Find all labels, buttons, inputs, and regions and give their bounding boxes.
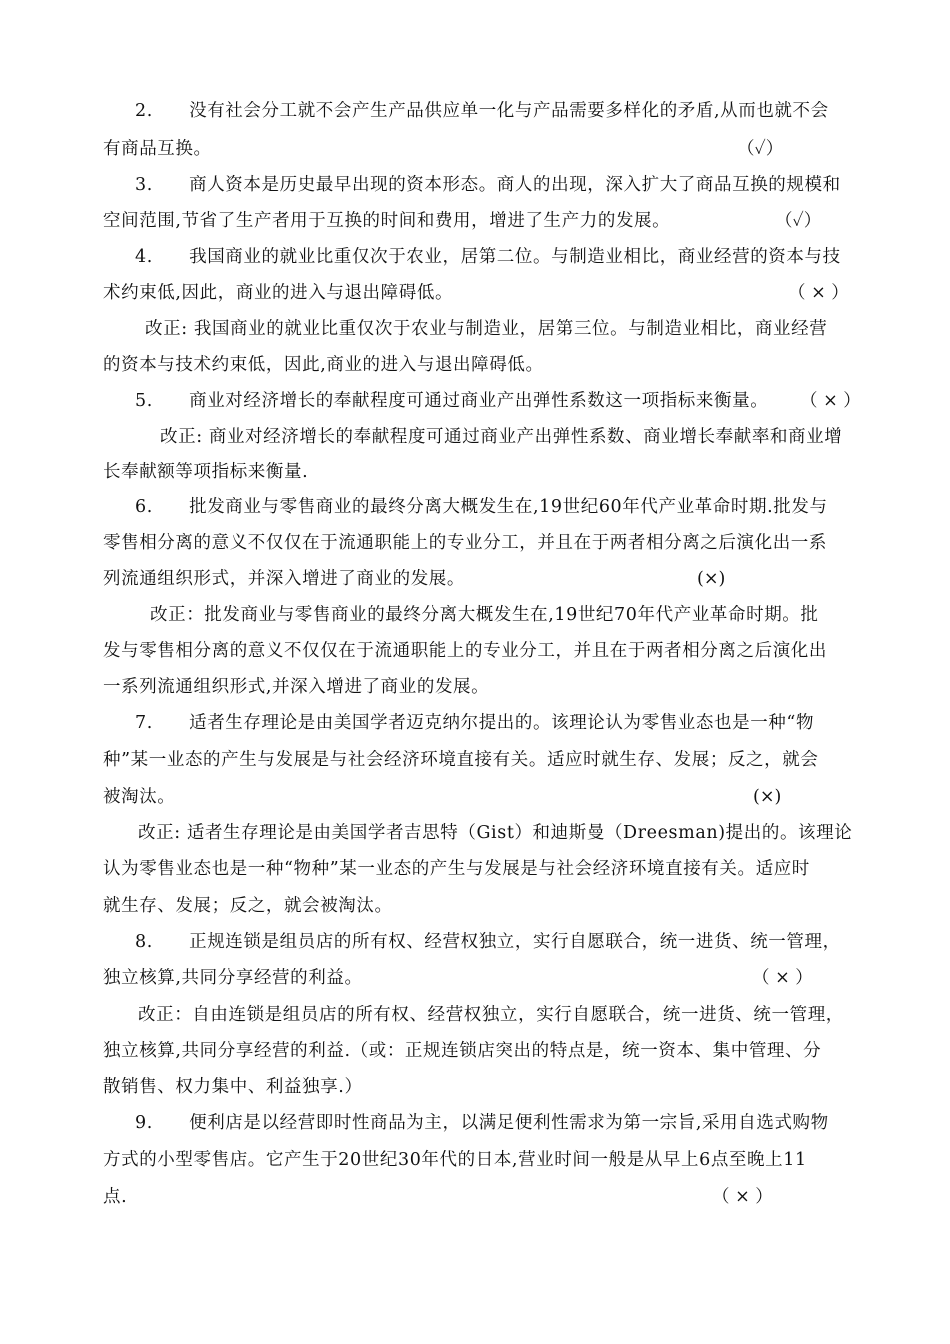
question-7-line-3: 被淘汰。 xyxy=(103,787,176,807)
answer-mark-7: (×) xyxy=(753,787,782,807)
correction-8-line-1: 改正：自由连锁是组员店的所有权、经营权独立，实行自愿联合，统一进货、统一管理， xyxy=(138,1005,844,1025)
question-3-line-1: 3. 商人资本是历史最早出现的资本形态。商人的出现，深入扩大了商品互换的规模和 xyxy=(135,175,841,195)
correction-7-line-3: 就生存、发展；反之，就会被淘汰。 xyxy=(103,896,393,916)
question-9-line-2: 方式的小型零售店。它产生于20世纪30年代的日本,营业时间一般是从早上6点至晚上11 xyxy=(103,1150,807,1170)
answer-mark-8: （ × ） xyxy=(752,968,813,988)
correction-6-line-2: 发与零售相分离的意义不仅仅在于流通职能上的专业分工，并且在于两者相分离之后演化出 xyxy=(103,641,827,661)
question-9-line-3: 点. xyxy=(103,1187,128,1207)
question-8-line-2: 独立核算,共同分享经营的利益。 xyxy=(103,968,363,988)
correction-8-line-3: 散销售、权力集中、利益独享.） xyxy=(103,1077,363,1097)
question-4-line-2: 术约束低,因此，商业的进入与退出障碍低。 xyxy=(103,283,454,303)
question-6-line-2: 零售相分离的意义不仅仅在于流通职能上的专业分工，并且在于两者相分离之后演化出一系 xyxy=(103,533,827,553)
correction-4-line-2: 的资本与技术约束低，因此,商业的进入与退出障碍低。 xyxy=(103,355,544,375)
question-2-line-2: 有商品互换。 xyxy=(103,139,212,159)
answer-mark-2: （✓） xyxy=(737,139,784,159)
question-2-line-1: 2. 没有社会分工就不会产生产品供应单一化与产品需要多样化的矛盾,从而也就不会 xyxy=(135,101,829,121)
question-7-line-2: 种”某一业态的产生与发展是与社会经济环境直接有关。适应时就生存、发展；反之，就会 xyxy=(103,750,819,770)
question-5-line-1: 5. 商业对经济增长的奉献程度可通过商业产出弹性系数这一项指标来衡量。 xyxy=(135,391,769,411)
question-8-line-1: 8. 正规连锁是组员店的所有权、经营权独立，实行自愿联合，统一进货、统一管理， xyxy=(135,932,841,952)
correction-6-line-1: 改正：批发商业与零售商业的最终分离大概发生在,19世纪70年代产业革命时期。批 xyxy=(150,605,819,625)
correction-8-line-2: 独立核算,共同分享经营的利益.（或：正规连锁店突出的特点是，统一资本、集中管理、分 xyxy=(103,1041,822,1061)
question-6-line-1: 6. 批发商业与零售商业的最终分离大概发生在,19世纪60年代产业革命时期.批发与 xyxy=(135,497,828,517)
answer-mark-3: （✓） xyxy=(775,211,822,231)
correction-5-line-1: 改正: 商业对经济增长的奉献程度可通过商业产出弹性系数、商业增长奉献率和商业增 xyxy=(160,427,843,447)
question-7-line-1: 7. 适者生存理论是由美国学者迈克纳尔提出的。该理论认为零售业态也是一种“物 xyxy=(135,713,815,733)
correction-6-line-3: 一系列流通组织形式,并深入增进了商业的发展。 xyxy=(103,677,490,697)
answer-mark-5: （ × ） xyxy=(800,391,861,411)
correction-7-line-1: 改正: 适者生存理论是由美国学者吉思特（Gist）和迪斯曼（Dreesman)提出的。该理论 xyxy=(138,823,853,843)
answer-mark-9: （ × ） xyxy=(712,1187,773,1207)
answer-mark-4: （ × ） xyxy=(788,283,849,303)
correction-4-line-1: 改正: 我国商业的就业比重仅次于农业与制造业，居第三位。与制造业相比，商业经营 xyxy=(145,319,828,339)
question-4-line-1: 4. 我国商业的就业比重仅次于农业，居第二位。与制造业相比，商业经营的资本与技 xyxy=(135,247,841,267)
question-9-line-1: 9. 便利店是以经营即时性商品为主，以满足便利性需求为第一宗旨,采用自选式购物 xyxy=(135,1113,829,1133)
question-6-line-3: 列流通组织形式，并深入增进了商业的发展。 xyxy=(103,569,465,589)
answer-mark-6: (×) xyxy=(697,569,726,589)
correction-5-line-2: 长奉献额等项指标来衡量. xyxy=(103,462,309,482)
question-3-line-2: 空间范围,节省了生产者用于互换的时间和费用，增进了生产力的发展。 xyxy=(103,211,671,231)
correction-7-line-2: 认为零售业态也是一种“物种”某一业态的产生与发展是与社会经济环境直接有关。适应时 xyxy=(103,859,810,879)
